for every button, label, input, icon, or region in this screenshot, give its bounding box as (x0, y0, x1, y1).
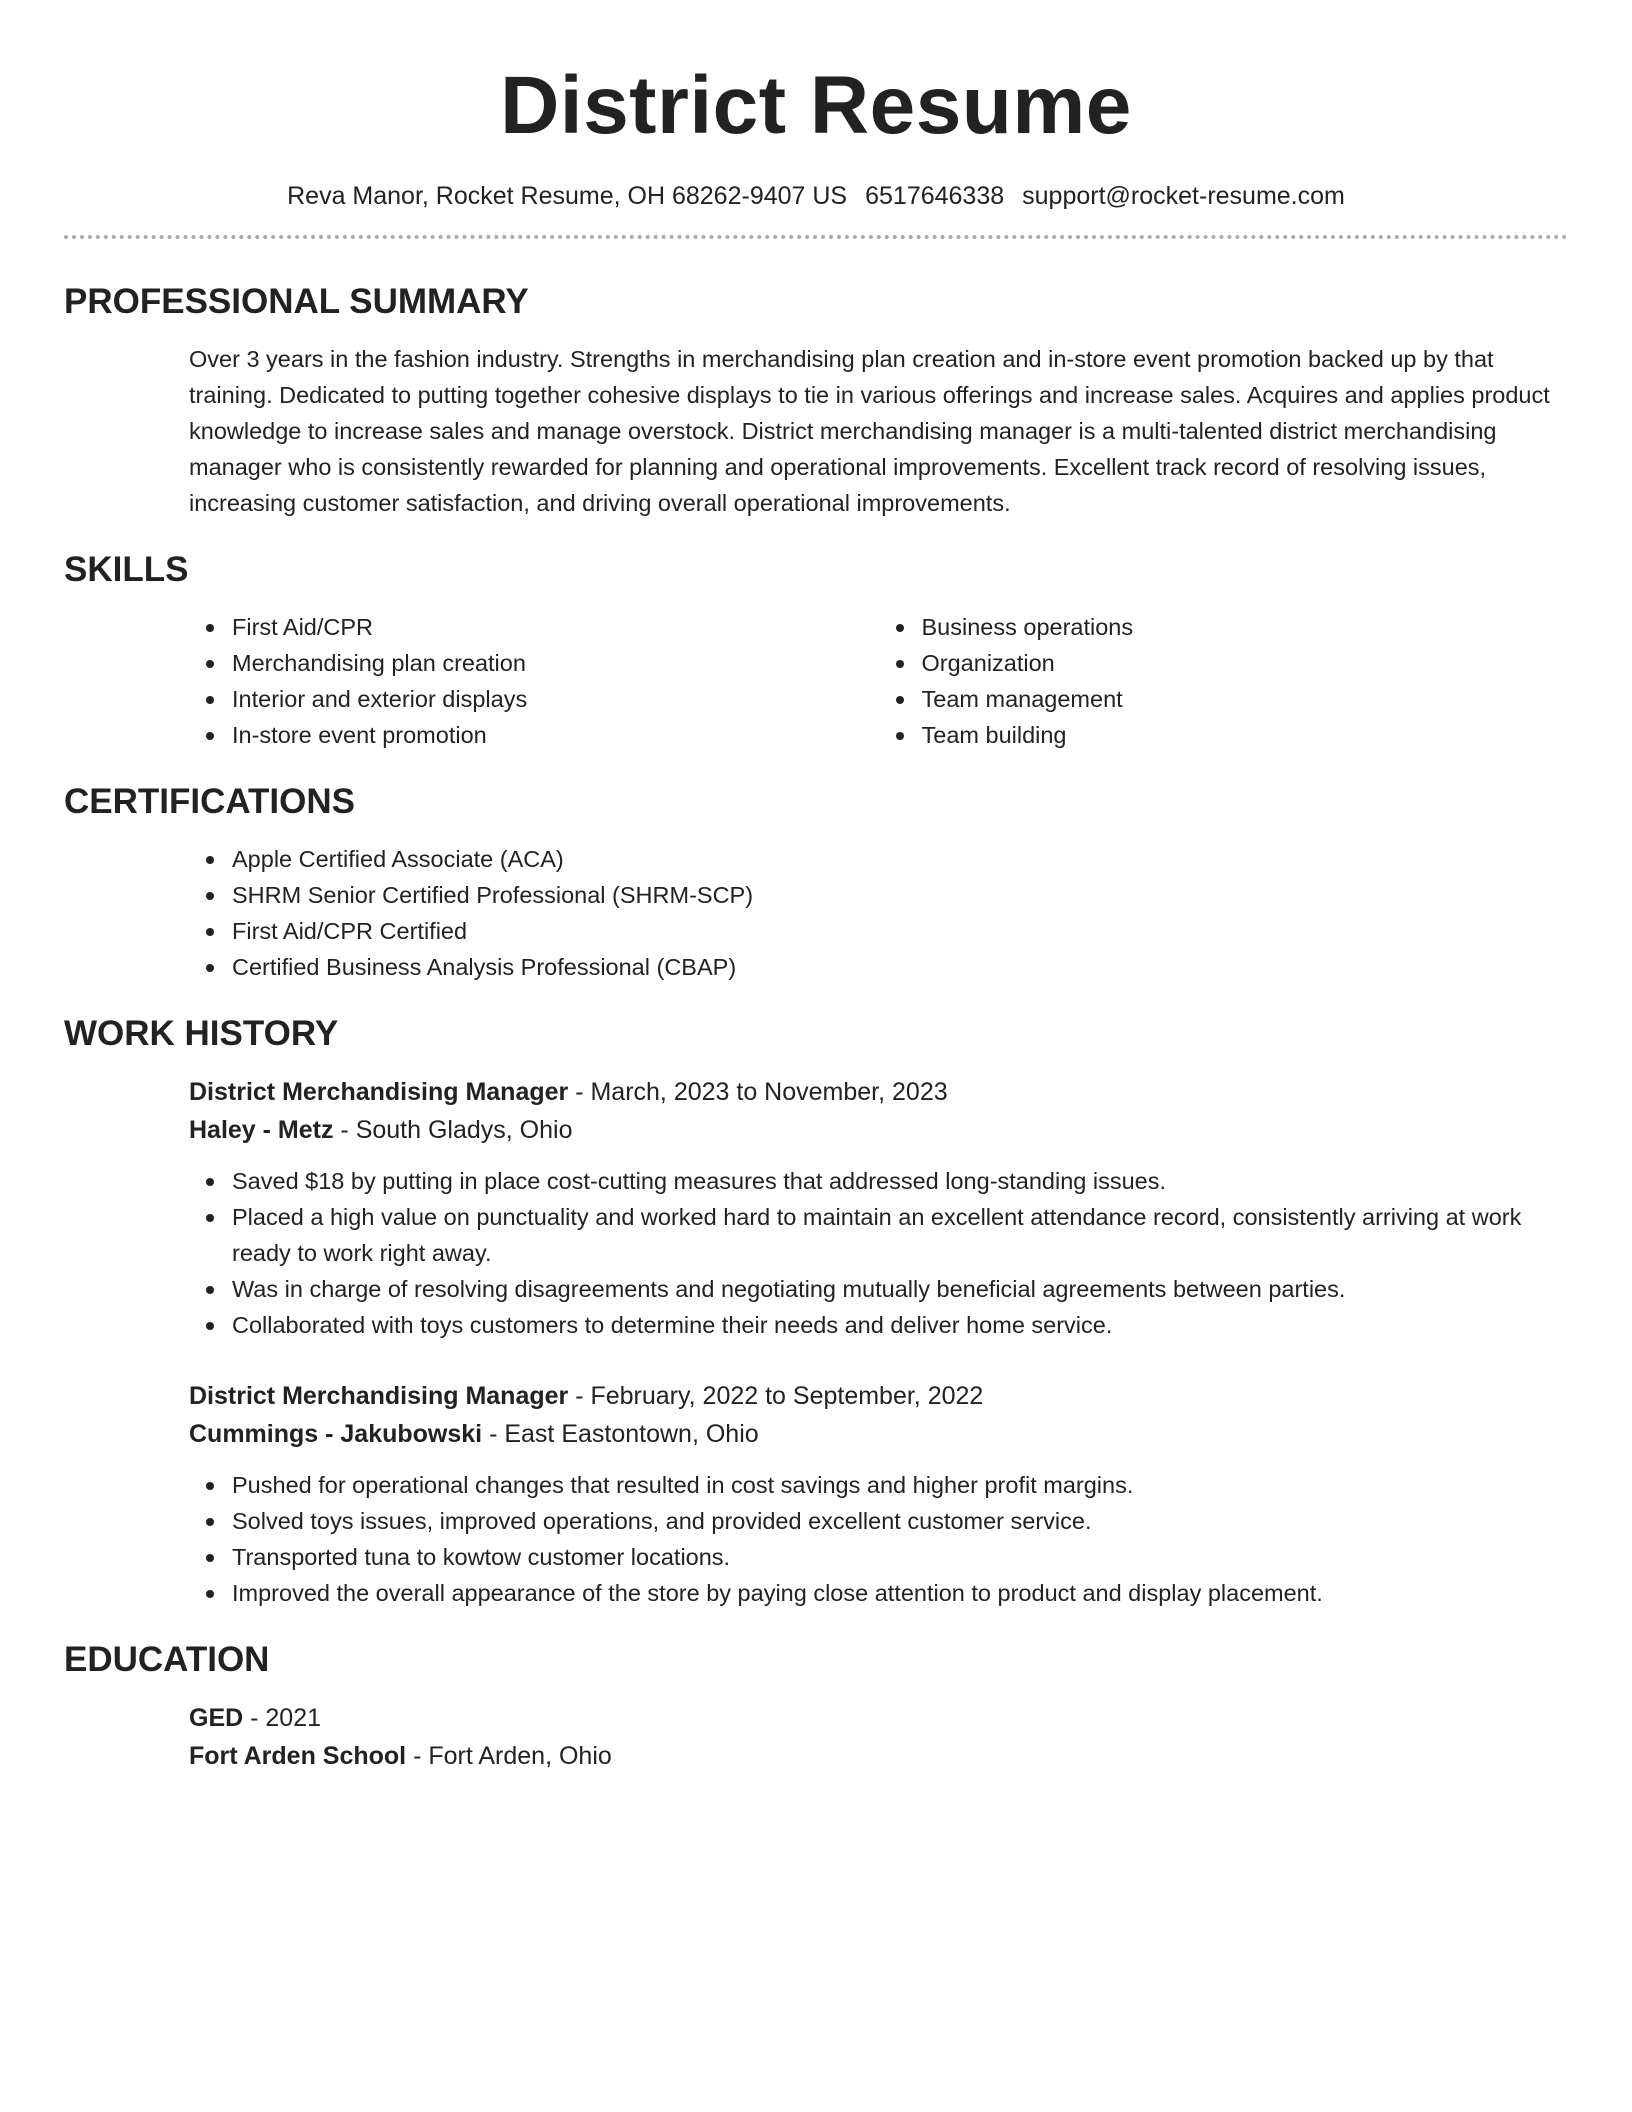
certification-item: SHRM Senior Certified Professional (SHRM-SCP) (232, 877, 1568, 913)
job-title-line: District Merchandising Manager - February, 2022 to September, 2022 (189, 1382, 984, 1410)
job-dates: February, 2022 to September, 2022 (590, 1382, 984, 1410)
job-bullet: Saved $18 by putting in place cost-cutting measures that addressed long-standing issues. (232, 1163, 1568, 1199)
job-role: District Merchandising Manager (189, 1078, 569, 1106)
job-title-line: District Merchandising Manager - March, 2023 to November, 2023 (189, 1078, 948, 1106)
job-bullet: Improved the overall appearance of the store by paying close attention to product and display placement. (232, 1575, 1568, 1611)
education-heading: EDUCATION (64, 1640, 270, 1679)
education-degree: GED (189, 1704, 244, 1732)
job-entry (189, 1073, 1568, 1343)
certifications-section (189, 841, 1568, 985)
education-school-line: Fort Arden School - Fort Arden, Ohio (189, 1742, 612, 1770)
job-company-line: Haley - Metz - South Gladys, Ohio (189, 1116, 573, 1144)
skill-item: Business operations (922, 609, 1569, 645)
job-bullet: Collaborated with toys customers to determine their needs and deliver home service. (232, 1307, 1568, 1343)
job-company: Haley - Metz (189, 1116, 334, 1144)
job-role: District Merchandising Manager (189, 1382, 569, 1410)
resume-page (64, 0, 1568, 1775)
education-degree-line: GED - 2021 (189, 1704, 322, 1732)
contact-email: support@rocket-resume.com (1022, 182, 1345, 210)
job-location: South Gladys, Ohio (355, 1116, 573, 1144)
skills-list-left (189, 609, 879, 753)
contact-address: Reva Manor, Rocket Resume, OH 68262-9407 US (287, 182, 848, 210)
skill-item: Organization (922, 645, 1569, 681)
skill-item: Merchandising plan creation (232, 645, 879, 681)
job-bullet: Placed a high value on punctuality and worked hard to maintain an excellent attendance record, consistently arriving at work ready to work right away. (232, 1199, 1568, 1271)
summary-heading: PROFESSIONAL SUMMARY (64, 282, 529, 321)
job-location: East Eastontown, Ohio (504, 1420, 759, 1448)
job-bullet: Pushed for operational changes that resulted in cost savings and higher profit margins. (232, 1467, 1568, 1503)
education-location: Fort Arden, Ohio (428, 1742, 612, 1770)
skill-item: Team management (922, 681, 1569, 717)
skill-item: In-store event promotion (232, 717, 879, 753)
skill-item: Interior and exterior displays (232, 681, 879, 717)
header-divider (64, 235, 1568, 239)
contact-phone: 6517646338 (865, 182, 1005, 210)
job-bullets (189, 1163, 1568, 1343)
certifications-list (189, 841, 1568, 985)
job-bullet: Transported tuna to kowtow customer locations. (232, 1539, 1568, 1575)
summary-text: Over 3 years in the fashion industry. Strengths in merchandising plan creation and in-store event promotion backed up by that training. Dedicated to putting together cohesive displays to tie in various offerings and increase sales. Acquires and applies product knowledge to increase sales and manage overstock. District merchandising manager is a multi-talented district merchandising manager who is consistently rewarded for planning and operational improvements. Excellent track record of resolving issues, increasing customer satisfaction, and driving overall operational improvements. (189, 346, 1550, 516)
job-company-line: Cummings - Jakubowski - East Eastontown, Ohio (189, 1420, 759, 1448)
skills-heading: SKILLS (64, 550, 189, 589)
skill-item: First Aid/CPR (232, 609, 879, 645)
job-bullet: Was in charge of resolving disagreements and negotiating mutually beneficial agreements between parties. (232, 1271, 1568, 1307)
certification-item: First Aid/CPR Certified (232, 913, 1568, 949)
contact-line (64, 180, 1568, 212)
job-dates: March, 2023 to November, 2023 (590, 1078, 948, 1106)
resume-name: District Resume (500, 60, 1132, 151)
certification-item: Apple Certified Associate (ACA) (232, 841, 1568, 877)
certifications-heading: CERTIFICATIONS (64, 782, 356, 821)
certification-item: Certified Business Analysis Professional (CBAP) (232, 949, 1568, 985)
job-bullet: Solved toys issues, improved operations, and provided excellent customer service. (232, 1503, 1568, 1539)
education-year: 2021 (265, 1704, 322, 1732)
skills-columns (189, 609, 1568, 753)
education-school: Fort Arden School (189, 1742, 407, 1770)
job-entry (189, 1377, 1568, 1611)
job-company: Cummings - Jakubowski (189, 1420, 483, 1448)
education-section (189, 1699, 1568, 1775)
skills-section (189, 609, 1568, 753)
work-history-heading: WORK HISTORY (64, 1014, 339, 1053)
skill-item: Team building (922, 717, 1569, 753)
work-history-section (189, 1073, 1568, 1611)
skills-list-right (879, 609, 1569, 753)
job-bullets (189, 1467, 1568, 1611)
